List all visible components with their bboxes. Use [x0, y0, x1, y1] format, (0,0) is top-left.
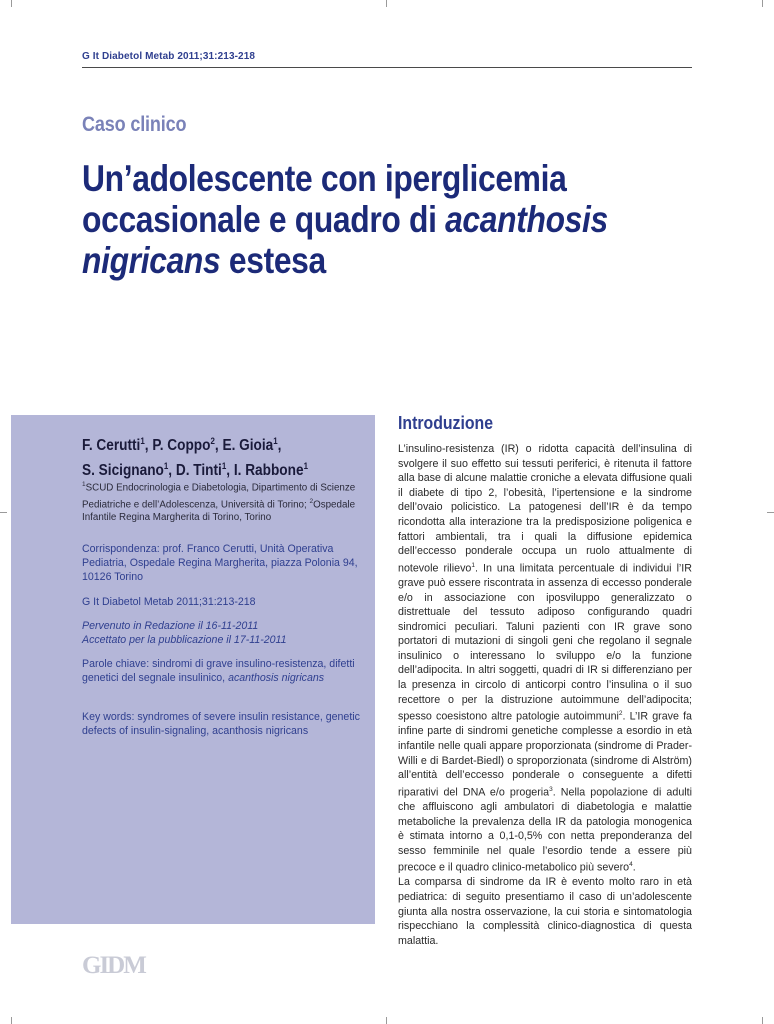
authors [82, 431, 308, 481]
affil-text-1: SCUD Endocrinologia e Diabetologia, Dipartimento di Scienze Pediatriche e dell’Adolescenza, Università di Torino; [82, 482, 356, 510]
author-affiliation-sup: 1 [273, 436, 278, 446]
author-affiliation-sup: 1 [163, 461, 169, 472]
crop-mark-bottom-center [386, 1017, 387, 1024]
author-name: S. Sicignano [82, 462, 164, 480]
author-name: I. Rabbone [233, 462, 304, 480]
running-head: G It Diabetol Metab 2011;31:213-218 [82, 51, 256, 62]
author-separator: , [168, 462, 176, 480]
keywords-italian [82, 657, 364, 685]
author-affiliation-sup: 1 [303, 461, 308, 472]
author-name: D. Tinti [175, 462, 222, 480]
title-line-2b: acanthosis [445, 199, 608, 240]
title-line-1: Un’adolescente con iperglicemia [82, 158, 567, 199]
accepted-date: Accettato per la pubblicazione il 17-11-2011 [82, 634, 287, 646]
intro-text-segment: . L’IR grave fa infine parte di sindromi genetiche complesse a esordio in età infantile nelle quali appare proporzionata (sindrome di Prader-Willi e di Bardet-Biedl) o sproporzionata (sindrome di Alström) all’entità dell’eccesso ponderale o conseguente a difetti riparativi del DNA e/o progeria [398, 710, 692, 799]
author-name: P. Coppo [152, 437, 211, 455]
author-separator: , [144, 437, 153, 455]
section-label: Caso clinico [82, 113, 187, 136]
authors-line-1 [82, 431, 308, 456]
crop-mark-bottom-left [11, 1017, 12, 1024]
citation: G It Diabetol Metab 2011;31:213-218 [82, 596, 256, 608]
author-affiliation-sup: 1 [221, 461, 227, 472]
crop-mark-left-middle [0, 512, 7, 513]
author-separator: , [277, 437, 282, 455]
gidm-logo [82, 952, 166, 978]
header-rule [82, 67, 692, 68]
author-affiliation-sup: 1 [140, 436, 145, 446]
gidm-logo-text: GIDM [82, 952, 145, 978]
keywords-it-text: Parole chiave: sindromi di grave insulino-resistenza, difetti genetici del segnale insulinico, [82, 658, 355, 684]
citation-ref: 2 [618, 710, 623, 718]
crop-mark-top-right [762, 0, 763, 7]
author-affiliation-sup: 2 [210, 436, 215, 446]
crop-mark-top-left [11, 0, 12, 7]
affil-text-2: Ospedale Infantile Regina Margherita di Torino, Torino [82, 498, 356, 524]
intro-text-segment: . In una limitata percentuale di individui l’IR grave può essere riscontrata in assenza di eccesso ponderale e/o in associazione con iposviluppo generalizzato o distrettuale del tessuto adiposo configurando quadri sindromici peculiari. Taluni pazienti con IR grave sono portatori di mutazioni di singoli geni che regolano il segnale insulinico o interessano lo sviluppo e/o la funzione dell’adipocita. In altri soggetti, quadri di IR si differenziano per la presenza in circolo di anticorpi contro l’insulina o il suo recettore o per la distruzione autoimmune dell’adipocita; spesso coesistono altre patologie autoimmuni [398, 562, 692, 723]
intro-paragraph-1 [398, 442, 692, 875]
received-date: Pervenuto in Redazione il 16-11-2011 [82, 620, 259, 632]
intro-text-segment: . [632, 861, 636, 874]
author-name: E. Gioia [222, 437, 274, 455]
intro-text-segment: L’insulino-resistenza (IR) o ridotta capacità dell’insulina di svolgere il suo effetto sui tessuti periferici, è ritenuta il fattore alla base di alcune malattie croniche a elevata diffusione quali il diabete di tipo 2, l’obesità, l’ipertensione e la sindrome dell’ovaio policistico. La patogenesi dell’IR è da tempo ricondotta alla interazione tra la predisposizione poligenica e fattori ambientali, tra i quali la diffusione epidemica dell’eccesso ponderale occupa un ruolo attualmente di notevole rilievo [398, 443, 692, 575]
author-separator: , [214, 437, 223, 455]
keywords-english: Key words: syndromes of severe insulin resistance, genetic defects of insulin-signaling, acanthosis nigricans [82, 711, 360, 737]
intro-text-segment: . Nella popolazione di adulti che affluiscono agli ambulatori di diabetologia e malattie metaboliche la prevalenza della IR da patologia monogenica è stimata intorno a 0,1-0,5% con netta preponderanza del sesso femminile nel quale l’esordio tende a essere più precoce e il quadro clinico-metabolico più severo [398, 786, 692, 874]
author-separator: , [226, 462, 234, 480]
citation-ref: 4 [629, 861, 633, 869]
correspondence: Corrispondenza: prof. Franco Cerutti, Unità Operativa Pediatria, Ospedale Regina Margherita, piazza Polonia 94, 10126 Torino [82, 543, 358, 583]
affil-sup-2: 2 [309, 497, 314, 505]
author-name: F. Cerutti [82, 437, 141, 455]
affiliations [82, 478, 362, 524]
title-line-2a: occasionale e quadro di [82, 199, 446, 240]
title-line-3a: nigricans [82, 240, 221, 281]
title-line-3b: estesa [220, 240, 326, 281]
submission-dates [82, 619, 364, 647]
introduction-body [398, 442, 692, 948]
article-title [82, 158, 608, 281]
affil-sup-1: 1 [82, 481, 86, 488]
keywords-it-italic: acanthosis nigricans [228, 672, 325, 684]
crop-mark-right-middle [767, 512, 774, 513]
citation-ref: 3 [549, 785, 553, 793]
introduction-heading: Introduzione [398, 413, 494, 433]
citation-ref: 1 [471, 561, 475, 569]
intro-paragraph-2: La comparsa di sindrome da IR è evento molto raro in età pediatrica: di seguito presentiamo il caso di un’adolescente giunta alla nostra osservazione, la cui storia e sintomatologia rispecchiano la complessità clinico-diagnostica di questa malattia. [398, 876, 692, 947]
crop-mark-top-center [386, 0, 387, 7]
crop-mark-bottom-right [762, 1017, 763, 1024]
